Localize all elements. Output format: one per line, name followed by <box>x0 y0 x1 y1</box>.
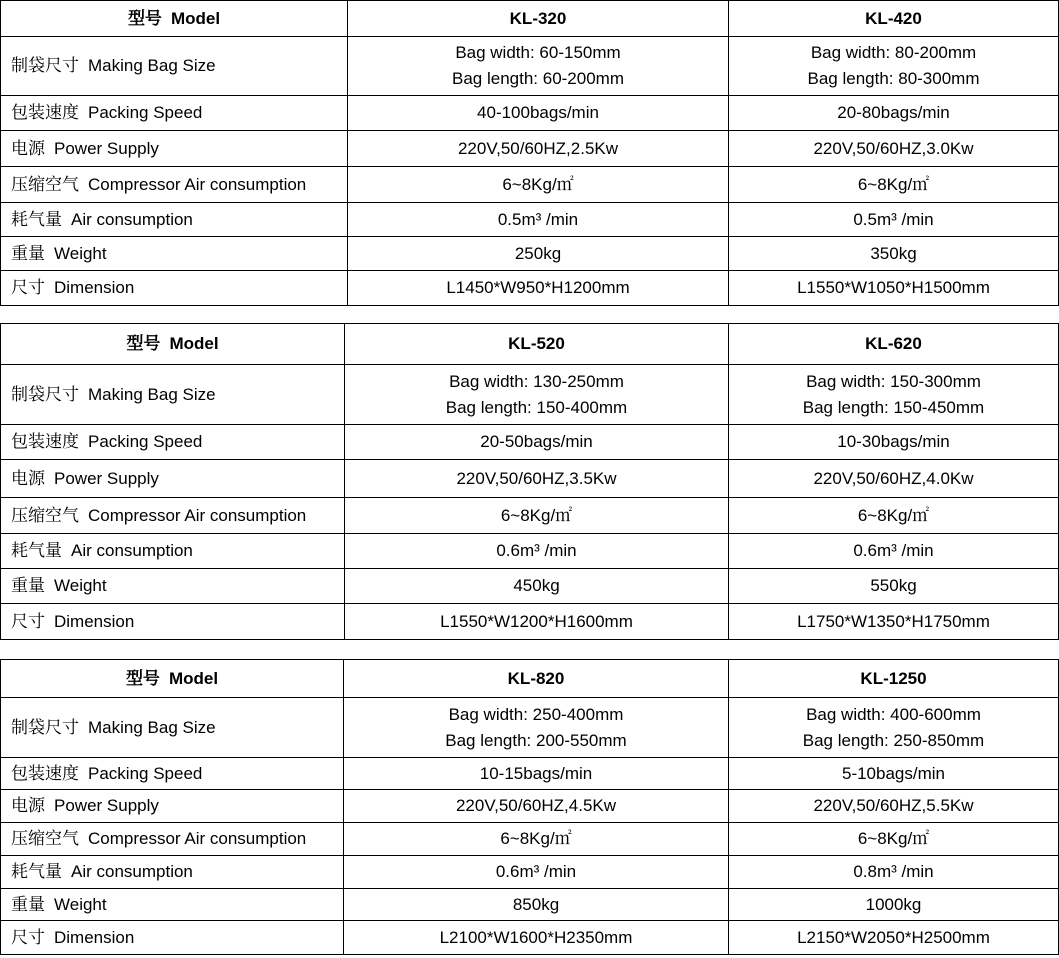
model-col1: KL-320 <box>348 1 729 37</box>
label-zh: 尺寸 <box>11 278 45 298</box>
row-label <box>1 790 344 823</box>
model-col1: KL-820 <box>344 660 729 698</box>
table-row <box>1 365 1059 425</box>
cell-col1: 6~8Kg/㎡ <box>345 498 729 534</box>
label-en: Dimension <box>54 278 135 298</box>
row-label <box>1 758 344 790</box>
bag-width: Bag width: 60-150mm <box>455 43 621 63</box>
label-zh: 电源 <box>11 796 45 816</box>
row-label <box>1 237 348 271</box>
row-label <box>1 569 345 604</box>
label-zh: 制袋尺寸 <box>11 384 79 404</box>
label-en: Air consumption <box>71 541 193 561</box>
row-label <box>1 37 348 96</box>
model-label <box>1 660 344 698</box>
label-zh: 尺寸 <box>11 611 45 631</box>
table-row <box>1 271 1059 306</box>
cell-col2: 1000kg <box>729 889 1059 921</box>
table-row <box>1 460 1059 498</box>
table-row <box>1 37 1059 96</box>
label-zh: 包装速度 <box>11 103 79 123</box>
table-header-row <box>1 1 1059 37</box>
cell-col1: 10-15bags/min <box>344 758 729 790</box>
bag-width: Bag width: 150-300mm <box>806 371 981 391</box>
row-label <box>1 365 345 425</box>
spec-table-3 <box>0 659 1059 955</box>
cell-col1: 20-50bags/min <box>345 425 729 460</box>
bag-width: Bag width: 130-250mm <box>449 371 624 391</box>
label-en: Model <box>168 668 219 688</box>
row-label <box>1 131 348 167</box>
label-zh: 电源 <box>11 138 45 158</box>
label-zh: 压缩空气 <box>11 174 79 194</box>
cell-col2: 6~8Kg/㎡ <box>729 498 1059 534</box>
model-label <box>1 324 345 365</box>
label-en: Making Bag Size <box>88 384 216 404</box>
label-zh: 制袋尺寸 <box>11 717 79 737</box>
row-label <box>1 498 345 534</box>
cell-col1 <box>344 698 729 758</box>
cell-col1: 0.6m³ /min <box>345 534 729 569</box>
label-en: Making Bag Size <box>88 717 216 737</box>
cell-col2: L2150*W2050*H2500mm <box>729 921 1059 955</box>
table-row <box>1 790 1059 823</box>
cell-col1: 0.5m³ /min <box>348 203 729 237</box>
cell-col2 <box>729 37 1059 96</box>
label-en: Dimension <box>54 927 135 947</box>
row-label <box>1 425 345 460</box>
table-row <box>1 698 1059 758</box>
table-row <box>1 203 1059 237</box>
label-en: Packing Speed <box>88 103 203 123</box>
table-header-row <box>1 660 1059 698</box>
label-en: Dimension <box>54 611 135 631</box>
bag-width: Bag width: 250-400mm <box>448 704 624 724</box>
bag-width: Bag width: 80-200mm <box>810 43 977 63</box>
label-en: Making Bag Size <box>88 56 216 76</box>
label-en: Packing Speed <box>88 432 203 452</box>
table-row <box>1 167 1059 203</box>
label-zh: 重量 <box>11 243 45 263</box>
cell-col1 <box>345 365 729 425</box>
table-row <box>1 856 1059 889</box>
label-en: Weight <box>54 243 107 263</box>
cell-col1: 220V,50/60HZ,4.5Kw <box>344 790 729 823</box>
label-zh: 耗气量 <box>11 541 62 561</box>
label-en: Weight <box>54 576 107 596</box>
label-en: Weight <box>54 894 107 914</box>
cell-col1: 6~8Kg/㎡ <box>348 167 729 203</box>
table-row <box>1 889 1059 921</box>
label-zh: 型号 <box>126 334 161 354</box>
row-label <box>1 534 345 569</box>
table-row <box>1 534 1059 569</box>
cell-col1 <box>348 37 729 96</box>
label-zh: 耗气量 <box>11 209 62 229</box>
cell-col2: 220V,50/60HZ,5.5Kw <box>729 790 1059 823</box>
cell-col2: 0.6m³ /min <box>729 534 1059 569</box>
bag-length: Bag length: 250-850mm <box>802 730 985 750</box>
row-label <box>1 167 348 203</box>
row-label <box>1 203 348 237</box>
label-zh: 包装速度 <box>11 763 79 783</box>
label-en: Power Supply <box>54 468 159 488</box>
label-zh: 压缩空气 <box>11 829 79 849</box>
row-label <box>1 271 348 306</box>
label-en: Compressor Air consumption <box>88 505 307 525</box>
cell-col2: L1750*W1350*H1750mm <box>729 604 1059 640</box>
bag-length: Bag length: 60-200mm <box>452 69 624 88</box>
bag-length: Bag length: 200-550mm <box>445 730 627 750</box>
label-zh: 重量 <box>11 576 45 596</box>
label-en: Air consumption <box>71 862 193 882</box>
label-en: Air consumption <box>71 209 193 229</box>
label-zh: 包装速度 <box>11 432 79 452</box>
label-en: Power Supply <box>54 796 159 816</box>
label-zh: 压缩空气 <box>11 505 79 525</box>
label-zh: 型号 <box>125 668 160 688</box>
model-label <box>1 1 348 37</box>
table-row <box>1 569 1059 604</box>
bag-length: Bag length: 150-450mm <box>802 397 985 417</box>
table-row <box>1 823 1059 856</box>
row-label <box>1 604 345 640</box>
table-row <box>1 131 1059 167</box>
table-row <box>1 96 1059 131</box>
cell-col1: 40-100bags/min <box>348 96 729 131</box>
cell-col1: L1450*W950*H1200mm <box>348 271 729 306</box>
bag-length: Bag length: 80-300mm <box>807 69 980 88</box>
table-row <box>1 498 1059 534</box>
cell-col1: L1550*W1200*H1600mm <box>345 604 729 640</box>
label-zh: 尺寸 <box>11 927 45 947</box>
label-zh: 制袋尺寸 <box>11 56 79 76</box>
row-label <box>1 889 344 921</box>
cell-col2: 6~8Kg/㎡ <box>729 823 1059 856</box>
label-zh: 耗气量 <box>11 862 62 882</box>
table-row <box>1 921 1059 955</box>
cell-col2: L1550*W1050*H1500mm <box>729 271 1059 306</box>
cell-col2: 220V,50/60HZ,3.0Kw <box>729 131 1059 167</box>
cell-col2: 20-80bags/min <box>729 96 1059 131</box>
row-label <box>1 823 344 856</box>
cell-col2: 550kg <box>729 569 1059 604</box>
table-row <box>1 425 1059 460</box>
bag-width: Bag width: 400-600mm <box>806 704 981 724</box>
cell-col1: 0.6m³ /min <box>344 856 729 889</box>
cell-col2 <box>729 365 1059 425</box>
cell-col1: 450kg <box>345 569 729 604</box>
label-en: Packing Speed <box>88 763 203 783</box>
row-label <box>1 856 344 889</box>
model-col1: KL-520 <box>345 324 729 365</box>
row-label <box>1 698 344 758</box>
model-col2: KL-420 <box>729 1 1059 37</box>
table-header-row <box>1 324 1059 365</box>
table-row <box>1 237 1059 271</box>
cell-col1: 220V,50/60HZ,2.5Kw <box>348 131 729 167</box>
cell-col2: 10-30bags/min <box>729 425 1059 460</box>
label-en: Compressor Air consumption <box>88 174 307 194</box>
cell-col2: 220V,50/60HZ,4.0Kw <box>729 460 1059 498</box>
cell-col2: 5-10bags/min <box>729 758 1059 790</box>
cell-col2: 350kg <box>729 237 1059 271</box>
label-zh: 重量 <box>11 894 45 914</box>
cell-col2: 0.5m³ /min <box>729 203 1059 237</box>
table-row <box>1 758 1059 790</box>
cell-col2: 6~8Kg/㎡ <box>729 167 1059 203</box>
cell-col1: 850kg <box>344 889 729 921</box>
label-zh: 型号 <box>127 8 162 28</box>
model-col2: KL-1250 <box>729 660 1059 698</box>
cell-col1: L2100*W1600*H2350mm <box>344 921 729 955</box>
spec-table-2 <box>0 323 1059 640</box>
model-col2: KL-620 <box>729 324 1059 365</box>
table-row <box>1 604 1059 640</box>
cell-col1: 6~8Kg/㎡ <box>344 823 729 856</box>
label-en: Power Supply <box>54 138 159 158</box>
label-zh: 电源 <box>11 468 45 488</box>
row-label <box>1 460 345 498</box>
label-en: Model <box>170 8 221 28</box>
cell-col1: 250kg <box>348 237 729 271</box>
label-en: Compressor Air consumption <box>88 829 307 849</box>
spec-table-1 <box>0 0 1059 306</box>
row-label <box>1 96 348 131</box>
cell-col2 <box>729 698 1059 758</box>
cell-col2: 0.8m³ /min <box>729 856 1059 889</box>
cell-col1: 220V,50/60HZ,3.5Kw <box>345 460 729 498</box>
row-label <box>1 921 344 955</box>
label-en: Model <box>169 334 219 354</box>
bag-length: Bag length: 150-400mm <box>445 397 628 417</box>
